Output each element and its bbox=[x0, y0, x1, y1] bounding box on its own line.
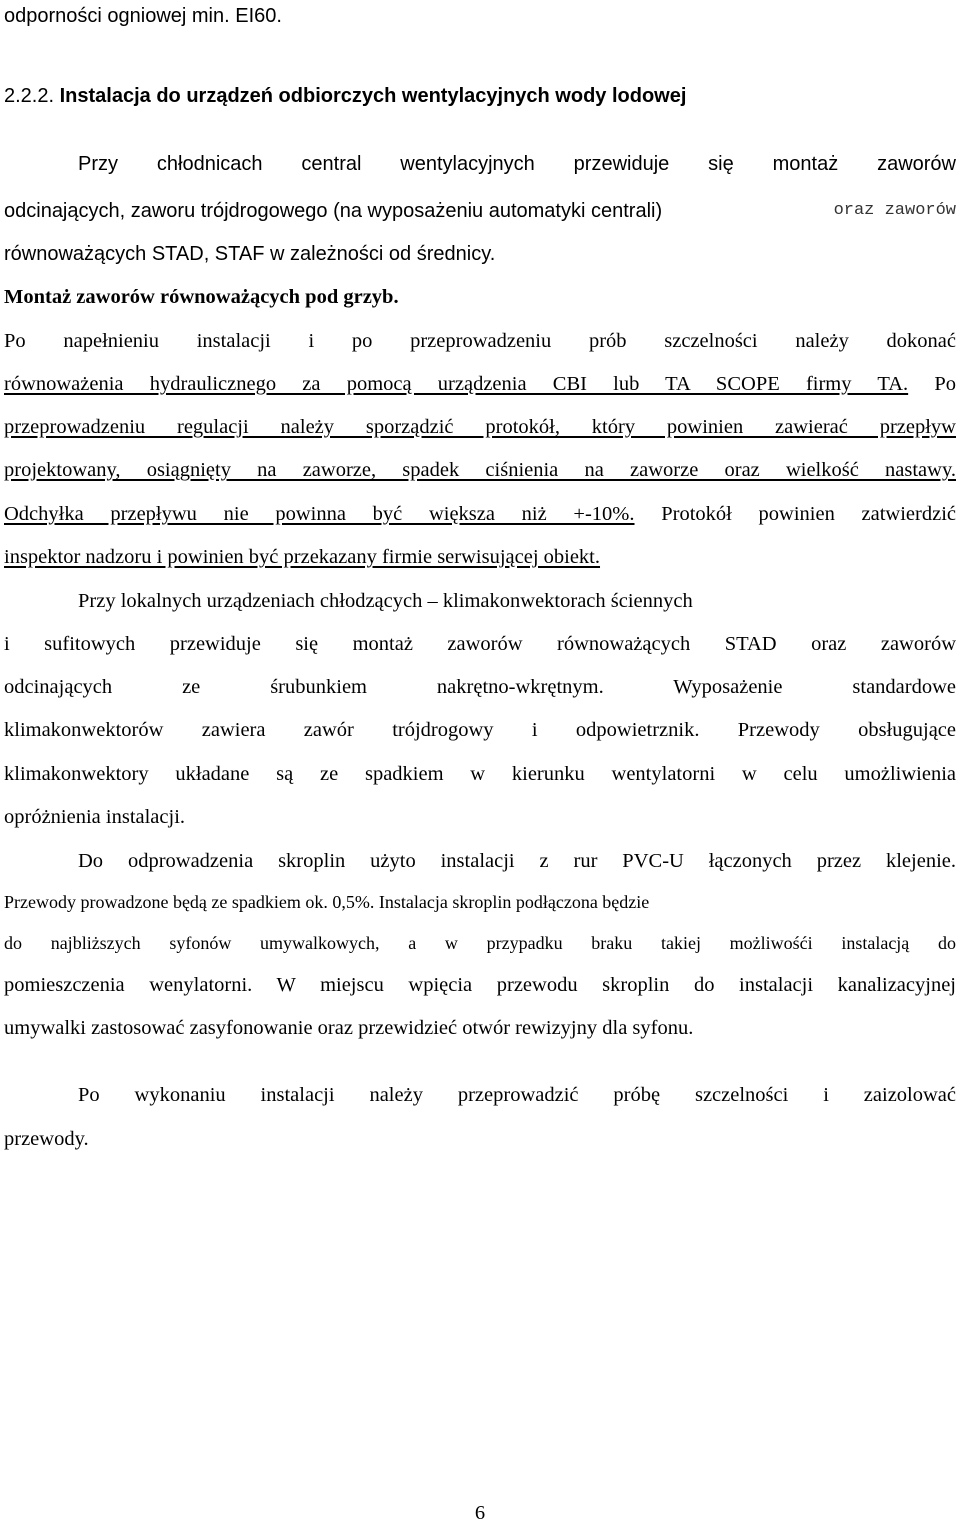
text-line bbox=[4, 371, 956, 397]
text-line: i sufitowych przewiduje się montaż zaworów równoważących STAD oraz zaworów bbox=[4, 633, 956, 655]
text-line: Przy chłodnicach central wentylacyjnych przewiduje się montaż zaworów bbox=[78, 153, 956, 175]
text-span: odcinających, zaworu trójdrogowego (na wyposażeniu automatyki centrali) bbox=[4, 200, 663, 222]
text-line bbox=[4, 889, 956, 915]
page-number: 6 bbox=[474, 1502, 486, 1524]
text-line: przewody. bbox=[4, 1128, 89, 1150]
underlined-span: Odchyłka przepływu nie powinna być większa niż +-10%. bbox=[4, 503, 635, 525]
text-line-bold: Montaż zaworów równoważących pod grzyb. bbox=[4, 286, 399, 308]
text-line: Przy lokalnych urządzeniach chłodzących – klimakonwektorach ściennych bbox=[78, 590, 693, 612]
text-span: Protokół powinien zatwierdzić bbox=[661, 503, 956, 525]
text-line: umywalki zastosować zasyfonowanie oraz przewidzieć otwór rewizyjny dla syfonu. bbox=[4, 1017, 694, 1039]
text-line bbox=[4, 198, 956, 224]
section-heading bbox=[4, 83, 956, 109]
underlined-span: równoważenia hydraulicznego za pomocą urządzenia CBI lub TA SCOPE firmy TA. bbox=[4, 373, 909, 395]
text-line: do najbliższych syfonów umywalkowych, a w przypadku braku takiej możliwośći instalacją do bbox=[4, 933, 956, 953]
text-line: Do odprowadzenia skroplin użyto instalacji z rur PVC-U łączonych przez klejenie. bbox=[78, 850, 956, 872]
text-line: równoważących STAD, STAF w zależności od średnicy. bbox=[4, 243, 496, 265]
section-title: Instalacja do urządzeń odbiorczych wentylacyjnych wody lodowej bbox=[59, 85, 687, 107]
text-line: opróżnienia instalacji. bbox=[4, 806, 186, 828]
text-line: klimakonwektory układane są ze spadkiem w kierunku wentylatorni w celu umożliwienia bbox=[4, 763, 956, 785]
text-line-underlined: przeprowadzeniu regulacji należy sporządzić protokół, który powinien zawierać przepływ bbox=[4, 416, 956, 438]
text-line: Po napełnieniu instalacji i po przeprowadzeniu prób szczelności należy dokonać bbox=[4, 330, 956, 352]
text-line: odporności ogniowej min. EI60. bbox=[4, 5, 282, 27]
text-span: Przewody prowadzone będą ze spadkiem ok. 0,5%. bbox=[4, 892, 375, 912]
text-span: Po bbox=[934, 373, 957, 395]
text-span: Instalacja skroplin podłączona będzie bbox=[378, 892, 650, 912]
text-line-underlined: projektowany, osiągnięty na zaworze, spadek ciśnienia na zaworze oraz wielkość nastawy. bbox=[4, 459, 956, 481]
text-line-underlined: inspektor nadzoru i powinien być przekazany firmie serwisującej obiekt. bbox=[4, 546, 601, 568]
text-line: odcinających ze śrubunkiem nakrętno-wkrętnym. Wyposażenie standardowe bbox=[4, 676, 956, 698]
text-line: pomieszczenia wenylatorni. W miejscu wpięcia przewodu skroplin do instalacji kanalizacyjnej bbox=[4, 974, 956, 996]
text-line bbox=[4, 501, 956, 527]
text-line: Po wykonaniu instalacji należy przeprowadzić próbę szczelności i zaizolować bbox=[78, 1084, 956, 1106]
text-line: klimakonwektorów zawiera zawór trójdrogowy i odpowietrznik. Przewody obsługujące bbox=[4, 719, 956, 741]
section-number: 2.2.2. bbox=[4, 85, 55, 107]
text-span-mono: oraz zaworów bbox=[833, 201, 956, 220]
